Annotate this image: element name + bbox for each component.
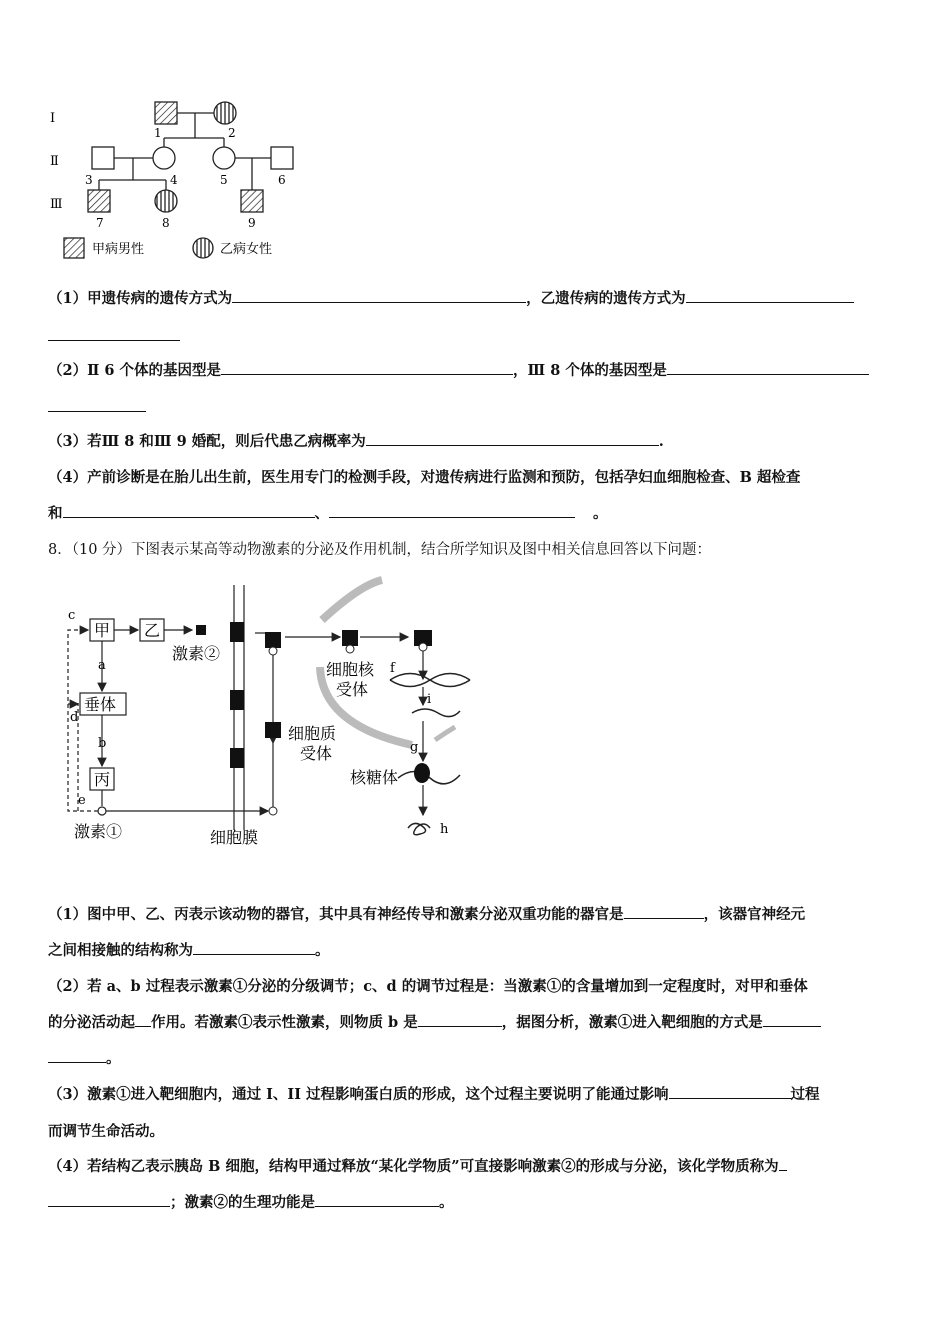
q7-part3-text-b: . bbox=[658, 433, 664, 450]
q7-part4-text-c: 、 bbox=[314, 505, 329, 522]
label-b: b bbox=[98, 736, 107, 751]
label-cyto-receptor-1: 细胞质 bbox=[288, 724, 337, 743]
q8-part2-text-c: ，据图分析，激素①进入靶细胞的方式是 bbox=[501, 1014, 763, 1031]
individual-number-5: 5 bbox=[220, 173, 228, 187]
generation-label-2: Ⅱ bbox=[50, 154, 59, 169]
individual-1-affected-male bbox=[155, 102, 177, 124]
q7-part2-text-b: ，Ⅲ 8 个体的基因型是 bbox=[513, 362, 667, 379]
legend-label-a: 甲病男性 bbox=[92, 242, 145, 257]
q8-blank-7[interactable] bbox=[779, 1156, 787, 1171]
cyto-receptor bbox=[265, 722, 281, 738]
individual-number-6: 6 bbox=[278, 173, 286, 187]
hormone-mechanism-diagram bbox=[60, 575, 490, 855]
membrane-receptor-2 bbox=[230, 690, 244, 710]
label-nucleus-receptor-2: 受体 bbox=[336, 680, 369, 699]
individual-2-affected-female bbox=[214, 102, 236, 124]
q7-part1-text-b: ，乙遗传病的遗传方式为 bbox=[526, 290, 686, 307]
q7-blank-2[interactable] bbox=[686, 288, 854, 303]
q7-blank-2-cont[interactable] bbox=[48, 340, 180, 341]
q7-part3-text-a: （3）若Ⅲ 8 和Ⅲ 9 婚配，则后代患乙病概率为 bbox=[48, 433, 366, 450]
label-jia: 甲 bbox=[94, 621, 111, 640]
q7-part3-line bbox=[48, 430, 664, 451]
individual-7-affected-male bbox=[88, 190, 110, 212]
q8-part2-line: （2）若 a、b 过程表示激素①分泌的分级调节；c、d 的调节过程是：当激素①的含量增加到一定程度时，对甲和垂体 bbox=[48, 978, 808, 995]
hormone2-molecule bbox=[196, 625, 206, 635]
label-hormone1: 激素① bbox=[74, 822, 123, 841]
q8-part4-text-c: 。 bbox=[439, 1194, 454, 1211]
individual-6-male bbox=[271, 147, 293, 169]
generation-label-1: Ⅰ bbox=[50, 111, 56, 126]
individual-3-male bbox=[92, 147, 114, 169]
q7-blank-6[interactable] bbox=[63, 503, 315, 518]
label-membrane: 细胞膜 bbox=[210, 828, 259, 847]
q8-part3-line2: 而调节生命活动。 bbox=[48, 1123, 164, 1140]
q8-blank-7-cont[interactable] bbox=[48, 1192, 170, 1207]
q7-part4-text-b: 和 bbox=[48, 505, 63, 522]
q8-part4-line2 bbox=[48, 1191, 454, 1212]
q8-blank-5[interactable] bbox=[763, 1012, 821, 1027]
q8-part2-text-a: 的分泌活动起 bbox=[48, 1014, 135, 1031]
q8-blank-5-cont[interactable] bbox=[48, 1048, 106, 1063]
label-cyto-receptor-2: 受体 bbox=[300, 744, 333, 763]
label-d: d bbox=[70, 710, 79, 725]
q8-part1-text-d: 。 bbox=[315, 942, 330, 959]
ribosome-shape bbox=[414, 763, 430, 783]
legend-label-b: 乙病女性 bbox=[220, 242, 273, 257]
q7-blank-3[interactable] bbox=[221, 360, 513, 375]
individual-number-4: 4 bbox=[170, 173, 178, 187]
label-h: h bbox=[440, 822, 449, 837]
complex-1 bbox=[342, 630, 358, 646]
q7-blank-1[interactable] bbox=[232, 288, 526, 303]
legend-swatch-b bbox=[193, 238, 213, 258]
individual-9-affected-male bbox=[241, 190, 263, 212]
q8-part1-text-a: （1）图中甲、乙、丙表示该动物的器官，其中具有神经传导和激素分泌双重功能的器官是 bbox=[48, 906, 624, 923]
q8-part1-line bbox=[48, 903, 805, 924]
q8-part1-line2 bbox=[48, 939, 330, 960]
individual-4-female bbox=[153, 147, 175, 169]
q8-part3-text-b: 过程 bbox=[790, 1086, 820, 1103]
q7-blank-4[interactable] bbox=[667, 360, 869, 375]
q7-part1-text-a: （1）甲遗传病的遗传方式为 bbox=[48, 290, 233, 307]
q8-part1-text-c: 之间相接触的结构称为 bbox=[48, 942, 193, 959]
label-bing: 丙 bbox=[94, 770, 111, 789]
q7-blank-5[interactable] bbox=[366, 431, 659, 446]
q8-part3-line bbox=[48, 1083, 820, 1104]
individual-number-7: 7 bbox=[96, 216, 104, 230]
label-g: g bbox=[410, 740, 419, 755]
cyto-receptor-bound bbox=[265, 632, 281, 648]
individual-number-8: 8 bbox=[162, 216, 170, 230]
individual-number-9: 9 bbox=[248, 216, 256, 230]
q8-part4-text-b: ；激素②的生理功能是 bbox=[170, 1194, 315, 1211]
membrane-receptor-1 bbox=[230, 622, 244, 642]
label-f: f bbox=[390, 661, 395, 676]
q8-blank-4[interactable] bbox=[418, 1012, 502, 1027]
individual-8-affected-female bbox=[155, 190, 177, 212]
q8-part1-text-b: ，该器官神经元 bbox=[703, 906, 806, 923]
q8-part2-text-b: 作用。若激素①表示性激素，则物质 b 是 bbox=[151, 1014, 418, 1031]
label-nucleus-receptor-1: 细胞核 bbox=[326, 660, 375, 679]
q7-part4-line2 bbox=[48, 502, 608, 523]
q7-part1-line bbox=[48, 287, 854, 308]
q8-blank-3[interactable] bbox=[135, 1012, 151, 1027]
label-c: c bbox=[68, 608, 76, 623]
q8-blank-2[interactable] bbox=[193, 940, 315, 955]
individual-number-2: 2 bbox=[228, 126, 236, 140]
q7-part2-text-a: （2）Ⅱ 6 个体的基因型是 bbox=[48, 362, 221, 379]
q8-blank-6[interactable] bbox=[669, 1084, 791, 1099]
q8-part4-text-a: （4）若结构乙表示胰岛 B 细胞，结构甲通过释放“某化学物质”可直接影响激素②的形成与分泌，该化学物质称为 bbox=[48, 1158, 779, 1175]
q7-part4-text-d: 。 bbox=[593, 505, 608, 522]
q7-blank-4-cont[interactable] bbox=[48, 411, 146, 412]
label-a: a bbox=[98, 658, 106, 673]
generation-label-3: Ⅲ bbox=[50, 197, 63, 212]
label-hormone2: 激素② bbox=[172, 644, 221, 663]
label-e: e bbox=[78, 793, 86, 808]
legend-swatch-a bbox=[64, 238, 84, 258]
label-chuiti: 垂体 bbox=[84, 695, 117, 714]
q7-part2-line bbox=[48, 359, 869, 380]
label-i: i bbox=[427, 692, 432, 707]
pedigree-chart bbox=[40, 95, 310, 265]
label-yi: 乙 bbox=[144, 621, 161, 640]
q8-part4-line bbox=[48, 1155, 787, 1176]
individual-5-female bbox=[213, 147, 235, 169]
q8-blank-1[interactable] bbox=[624, 904, 704, 919]
membrane-receptor-3 bbox=[230, 748, 244, 768]
individual-number-1: 1 bbox=[154, 126, 162, 140]
q8-part2-text-d: 。 bbox=[106, 1050, 121, 1067]
individual-number-3: 3 bbox=[85, 173, 93, 187]
q8-blank-8[interactable] bbox=[315, 1192, 439, 1207]
q7-part4-line: （4）产前诊断是在胎儿出生前，医生用专门的检测手段，对遗传病进行监测和预防，包括孕妇血细胞检查、B 超检查 bbox=[48, 469, 801, 486]
q8-part2-line2 bbox=[48, 1011, 821, 1032]
q8-header: 8．（10 分）下图表示某高等动物激素的分泌及作用机制，结合所学知识及图中相关信息回答以下问题： bbox=[48, 542, 712, 558]
q8-part3-text-a: （3）激素①进入靶细胞内，通过 I、II 过程影响蛋白质的形成，这个过程主要说明了能通过影响 bbox=[48, 1086, 669, 1103]
label-ribosome: 核糖体 bbox=[350, 768, 399, 787]
q7-blank-7[interactable] bbox=[329, 503, 575, 518]
q8-part2-line3 bbox=[48, 1047, 121, 1068]
